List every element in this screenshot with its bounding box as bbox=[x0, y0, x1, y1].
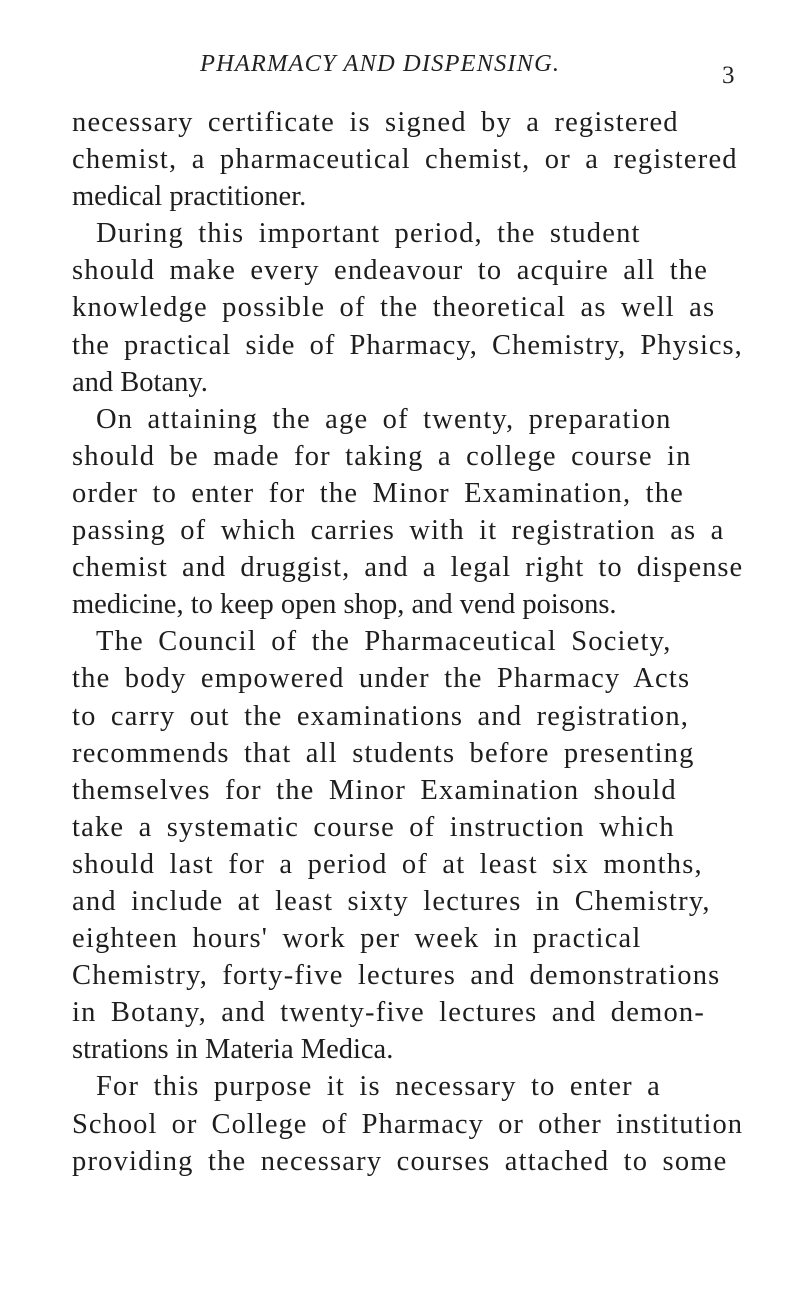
text-line: passing of which carries with it registration as a bbox=[72, 515, 725, 547]
text-line: knowledge possible of the theoretical as well as bbox=[72, 292, 716, 324]
page-number: 3 bbox=[722, 62, 735, 89]
text-line: medical practitioner. bbox=[72, 181, 307, 213]
text-line: The Council of the Pharmaceutical Society, bbox=[96, 626, 672, 658]
text-line: recommends that all students before presenting bbox=[72, 737, 695, 769]
body-text bbox=[72, 104, 742, 1180]
text-line: During this important period, the student bbox=[96, 218, 641, 250]
text-line: providing the necessary courses attached to some bbox=[72, 1145, 728, 1177]
text-line: Chemistry, forty-five lectures and demonstrations bbox=[72, 960, 721, 992]
text-line: and include at least sixty lectures in Chemistry, bbox=[72, 885, 711, 917]
text-line: should be made for taking a college course in bbox=[72, 440, 692, 472]
text-line: chemist, a pharmaceutical chemist, or a registered bbox=[72, 144, 738, 176]
text-line: should last for a period of at least six months, bbox=[72, 848, 703, 880]
text-line: chemist and druggist, and a legal right to dispense bbox=[72, 552, 744, 584]
text-line: and Botany. bbox=[72, 366, 208, 398]
text-line: eighteen hours' work per week in practical bbox=[72, 923, 642, 955]
text-line: the body empowered under the Pharmacy Acts bbox=[72, 663, 691, 695]
text-line: should make every endeavour to acquire all the bbox=[72, 255, 709, 287]
text-line: necessary certificate is signed by a registered bbox=[72, 107, 679, 138]
text-line: For this purpose it is necessary to enter a bbox=[96, 1071, 661, 1103]
text-line: themselves for the Minor Examination should bbox=[72, 774, 677, 806]
text-line: School or College of Pharmacy or other institution bbox=[72, 1108, 744, 1140]
text-line: take a systematic course of instruction which bbox=[72, 811, 675, 843]
running-head-title: PHARMACY AND DISPENSING. bbox=[200, 50, 561, 77]
text-line: order to enter for the Minor Examination, the bbox=[72, 477, 685, 509]
text-line: to carry out the examinations and registration, bbox=[72, 700, 690, 732]
text-line: in Botany, and twenty-five lectures and demon- bbox=[72, 997, 706, 1029]
text-line: medicine, to keep open shop, and vend poisons. bbox=[72, 589, 617, 621]
text-line: strations in Materia Medica. bbox=[72, 1034, 394, 1066]
text-line: On attaining the age of twenty, preparation bbox=[96, 403, 672, 435]
text-line: the practical side of Pharmacy, Chemistry, Physics, bbox=[72, 329, 743, 361]
